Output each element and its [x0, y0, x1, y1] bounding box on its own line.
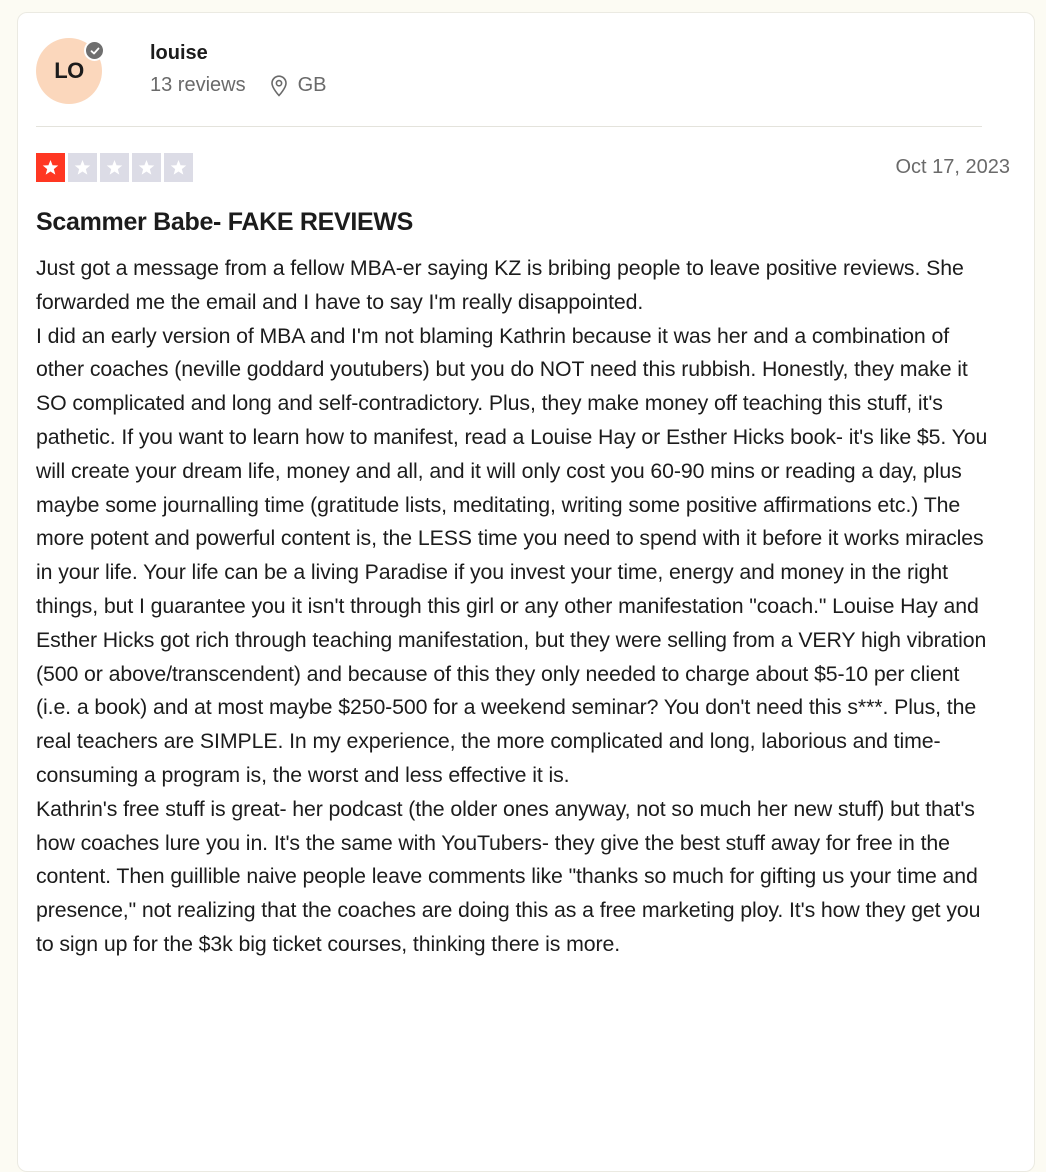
review-date: Oct 17, 2023 — [895, 156, 1010, 178]
reviewer-name[interactable]: louise — [150, 42, 208, 64]
location-pin-icon — [270, 75, 288, 97]
divider — [36, 126, 982, 127]
review-title[interactable]: Scammer Babe- FAKE REVIEWS — [36, 208, 414, 236]
star-empty-icon — [164, 153, 193, 182]
star-rating — [36, 153, 193, 182]
review-paragraph: Just got a message from a fellow MBA-er saying KZ is bribing people to leave positive reviews. She forwarded me the email and I have to say I'm really disappointed. — [36, 256, 970, 314]
review-paragraph: I did an early version of MBA and I'm not blaming Kathrin because it was her and a combination of other coaches (neville goddard youtubers) but you do NOT need this rubbish. Honestly, they make it SO complicated and long and self-contradictory. Plus, they make money off teaching this stuff, it's pathetic. If you want to learn how to manifest, read a Louise Hay or Esther Hicks book- it's like $5. You will create your dream life, money and all, and it will only cost you 60-90 mins or reading a day, plus maybe some journalling time (gratitude lists, meditating, writing some positive affirmations etc.) The more potent and powerful content is, the LESS time you need to spend with it before it works miracles in your life. Your life can be a living Paradise if you invest your time, energy and money in the right things, but I guarantee you it isn't through this girl or any other manifestation "coach." Louise Hay and Esther Hicks got rich through teaching manifestation, but they were selling from a VERY high vibration (500 or above/transcendent) and because of this they only needed to charge about $5-10 per client (i.e. a book) and at most maybe $250-500 for a weekend seminar? You don't need this s***. Plus, the real teachers are SIMPLE. In my experience, the more complicated and long, laborious and time-consuming a program is, the worst and less effective it is. — [36, 323, 994, 787]
star-empty-icon — [68, 153, 97, 182]
star-empty-icon — [132, 153, 161, 182]
review-paragraph: Kathrin's free stuff is great- her podcast (the older ones anyway, not so much her new stuff) but that's how coaches lure you in. It's the same with YouTubers- they give the best stuff away for free in the content. Then guillible naive people leave comments like "thanks so much for gifting us your time and presence," not realizing that the coaches are doing this as a free marketing ploy. It's how they get you to sign up for the $3k big ticket courses, thinking there is more. — [36, 796, 987, 956]
star-filled-icon — [36, 153, 65, 182]
avatar-initials: LO — [54, 58, 84, 83]
verified-check-icon — [84, 40, 105, 61]
reviewer-country: GB — [297, 74, 327, 96]
review-body — [36, 252, 996, 962]
reviews-count: 13 reviews — [150, 74, 246, 96]
star-empty-icon — [100, 153, 129, 182]
reviewer-meta — [150, 74, 327, 97]
